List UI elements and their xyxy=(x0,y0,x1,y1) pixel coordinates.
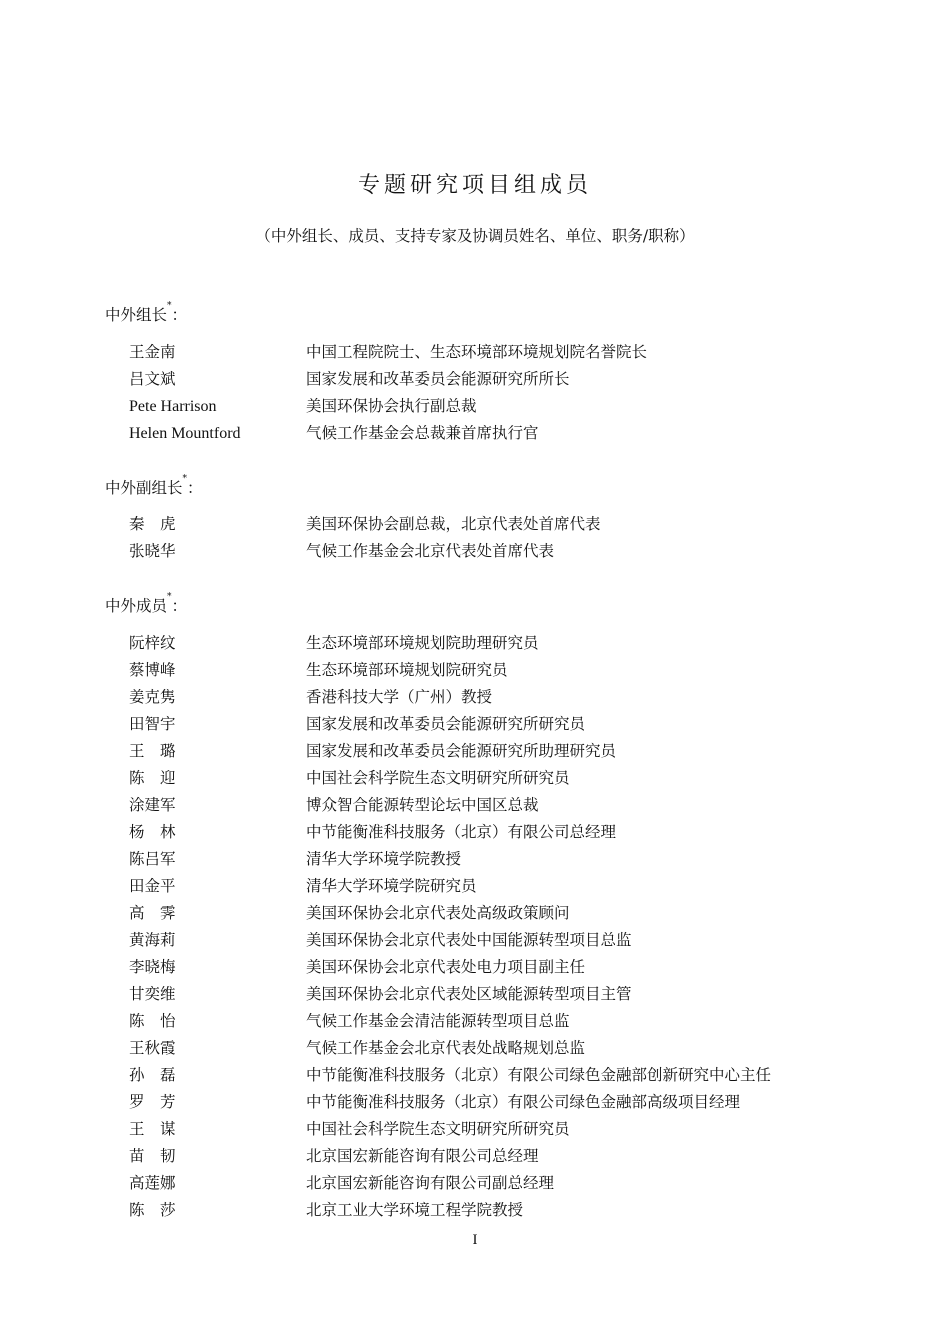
page-number: I xyxy=(472,1232,478,1248)
member-row xyxy=(129,339,647,366)
member-name: 陈吕军 xyxy=(129,850,176,868)
member-row xyxy=(129,630,539,657)
member-name: 涂建军 xyxy=(129,796,176,814)
member-row xyxy=(129,981,632,1008)
member-row xyxy=(129,765,570,792)
member-name: 高莲娜 xyxy=(129,1174,176,1192)
member-name: 陈 迎 xyxy=(129,769,176,787)
heading-colon: ： xyxy=(171,597,188,615)
member-role: 北京工业大学环境工程学院教授 xyxy=(306,1201,524,1219)
member-name: 蔡博峰 xyxy=(129,661,176,679)
member-role: 中节能衡准科技服务（北京）有限公司绿色金融部高级项目经理 xyxy=(306,1093,741,1111)
member-role: 生态环境部环境规划院助理研究员 xyxy=(306,634,539,652)
member-role: 国家发展和改革委员会能源研究所助理研究员 xyxy=(306,742,617,760)
member-row xyxy=(129,1143,539,1170)
section-heading-text: 中外成员 xyxy=(105,597,168,615)
member-row xyxy=(129,819,616,846)
member-role: 北京国宏新能咨询有限公司总经理 xyxy=(306,1147,539,1165)
member-role: 清华大学环境学院研究员 xyxy=(306,877,477,895)
section-heading-members xyxy=(105,594,187,616)
member-name: 王 璐 xyxy=(129,742,176,760)
member-row xyxy=(129,1008,570,1035)
member-role: 中节能衡准科技服务（北京）有限公司绿色金融部创新研究中心主任 xyxy=(306,1066,772,1084)
footnote-marker: * xyxy=(167,301,172,311)
page-title: 专题研究项目组成员 xyxy=(357,173,592,198)
member-name: 王秋霞 xyxy=(129,1039,176,1057)
member-name: 王金南 xyxy=(129,343,176,361)
member-name: Helen Mountford xyxy=(129,425,241,442)
member-name: 王 谋 xyxy=(129,1120,176,1138)
member-row xyxy=(129,711,585,738)
member-name: 黄海莉 xyxy=(129,931,176,949)
member-role: 国家发展和改革委员会能源研究所研究员 xyxy=(306,715,586,733)
member-name: 秦 虎 xyxy=(129,515,176,533)
member-role: 中国社会科学院生态文明研究所研究员 xyxy=(306,1120,570,1138)
member-row xyxy=(129,846,461,873)
member-name: 陈 莎 xyxy=(129,1201,176,1219)
member-name: 李晓梅 xyxy=(129,958,176,976)
member-role: 气候工作基金会北京代表处战略规划总监 xyxy=(306,1039,586,1057)
member-role: 美国环保协会北京代表处区域能源转型项目主管 xyxy=(306,985,632,1003)
member-role: 美国环保协会北京代表处中国能源转型项目总监 xyxy=(306,931,632,949)
member-role: 美国环保协会执行副总裁 xyxy=(306,397,477,415)
member-name: 张晓华 xyxy=(129,542,176,560)
member-role: 气候工作基金会清洁能源转型项目总监 xyxy=(306,1012,570,1030)
member-role: 气候工作基金会北京代表处首席代表 xyxy=(306,542,555,560)
page-subtitle: （中外组长、成员、支持专家及协调员姓名、单位、职务/职称） xyxy=(255,227,695,245)
member-role: 中国社会科学院生态文明研究所研究员 xyxy=(306,769,570,787)
member-role: 国家发展和改革委员会能源研究所所长 xyxy=(306,370,570,388)
section-heading-leaders xyxy=(105,303,187,325)
member-row xyxy=(129,1062,771,1089)
footnote-marker: * xyxy=(182,474,188,484)
member-row xyxy=(129,366,570,393)
member-name: 吕文斌 xyxy=(129,370,176,388)
heading-colon: ： xyxy=(171,306,188,324)
member-row xyxy=(129,393,477,420)
member-row xyxy=(129,792,539,819)
member-name: 姜克隽 xyxy=(129,688,176,706)
member-role: 清华大学环境学院教授 xyxy=(306,850,462,868)
member-row xyxy=(129,1035,585,1062)
member-row xyxy=(129,1170,554,1197)
heading-colon: ： xyxy=(187,479,203,497)
section-heading-deputy-leaders xyxy=(105,476,203,498)
member-role: 美国环保协会北京代表处电力项目副主任 xyxy=(306,958,586,976)
member-role: 中国工程院院士、生态环境部环境规划院名誉院长 xyxy=(306,343,648,361)
member-row xyxy=(129,954,585,981)
footnote-marker: * xyxy=(167,592,172,602)
member-name: 阮梓纹 xyxy=(129,634,176,652)
member-row xyxy=(129,511,601,538)
member-role: 气候工作基金会总裁兼首席执行官 xyxy=(306,424,539,442)
member-name: 罗 芳 xyxy=(129,1093,176,1111)
member-name: 苗 韧 xyxy=(129,1147,176,1165)
member-name: 孙 磊 xyxy=(129,1066,176,1084)
member-name: 高 霁 xyxy=(129,904,176,922)
member-name: 陈 怡 xyxy=(129,1012,176,1030)
section-heading-text: 中外组长 xyxy=(105,306,168,324)
member-row xyxy=(129,657,508,684)
member-row xyxy=(129,420,539,447)
member-row xyxy=(129,684,492,711)
member-row xyxy=(129,1197,523,1224)
member-row xyxy=(129,927,632,954)
member-row xyxy=(129,738,616,765)
member-name: 甘奕维 xyxy=(129,985,176,1003)
member-role: 生态环境部环境规划院研究员 xyxy=(306,661,508,679)
member-role: 北京国宏新能咨询有限公司副总经理 xyxy=(306,1174,555,1192)
member-name: Pete Harrison xyxy=(129,398,217,415)
member-row xyxy=(129,900,570,927)
member-role: 博众智合能源转型论坛中国区总裁 xyxy=(306,796,539,814)
member-role: 香港科技大学（广州）教授 xyxy=(306,688,493,706)
member-row xyxy=(129,538,554,565)
member-role: 美国环保协会北京代表处高级政策顾问 xyxy=(306,904,570,922)
section-heading-text: 中外副组长 xyxy=(105,479,183,497)
member-role: 中节能衡准科技服务（北京）有限公司总经理 xyxy=(306,823,617,841)
member-row xyxy=(129,1116,570,1143)
member-name: 杨 林 xyxy=(129,823,176,841)
member-row xyxy=(129,1089,740,1116)
member-name: 田智宇 xyxy=(129,715,176,733)
member-name: 田金平 xyxy=(129,877,176,895)
member-row xyxy=(129,873,477,900)
member-role: 美国环保协会副总裁，北京代表处首席代表 xyxy=(306,515,601,533)
